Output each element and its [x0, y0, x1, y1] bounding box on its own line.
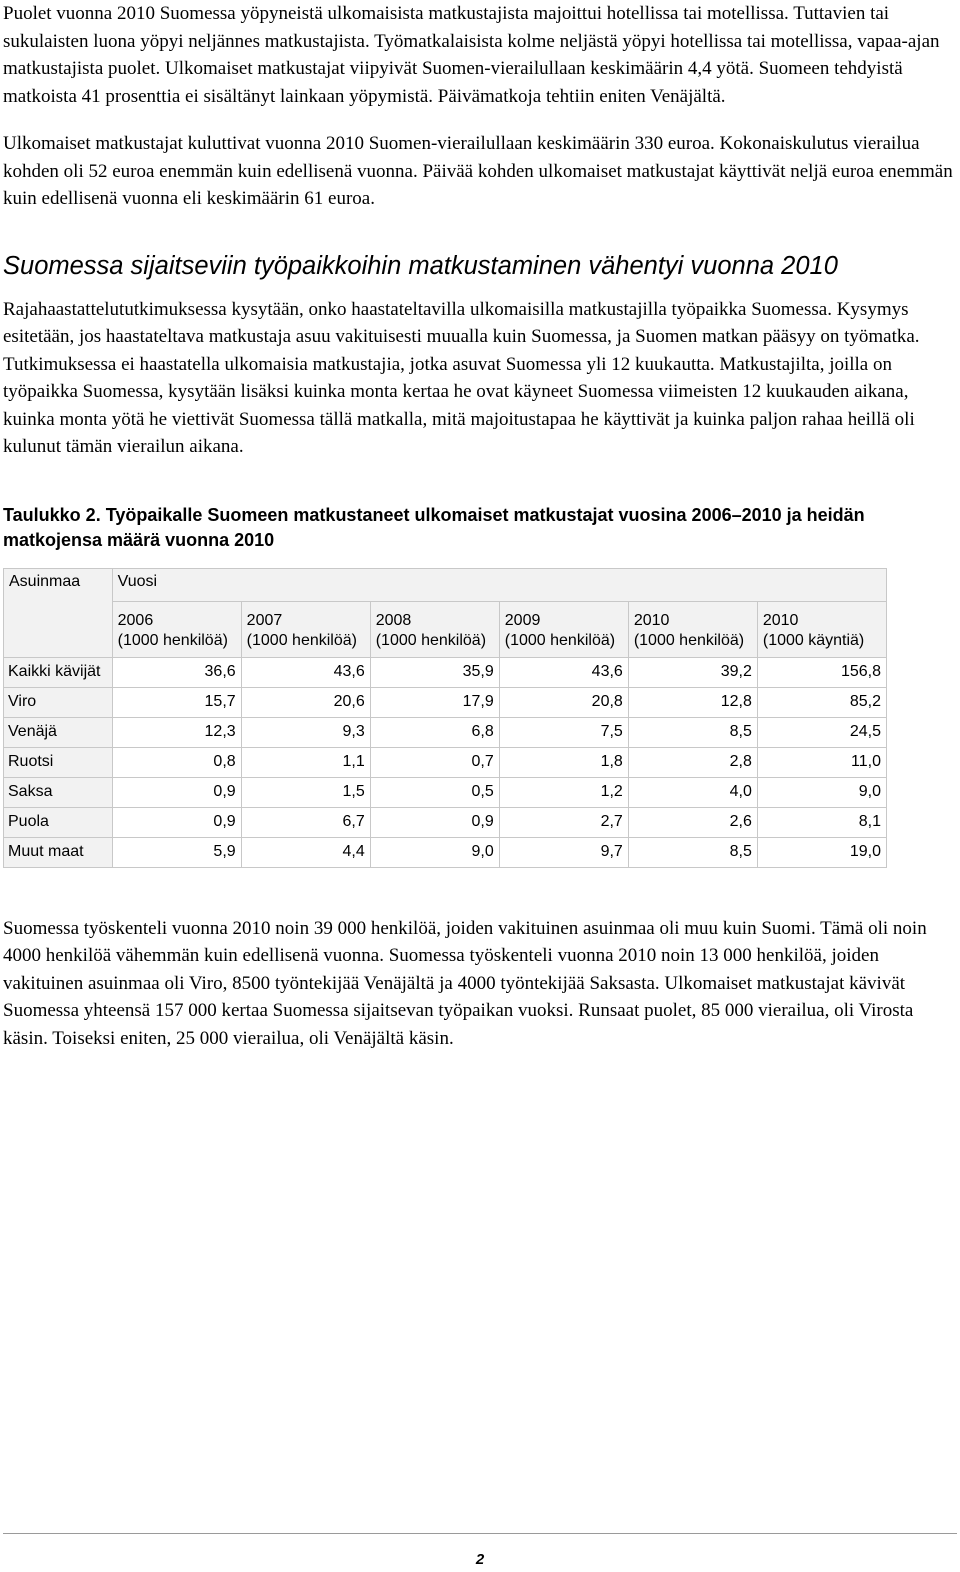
document-body	[3, 0, 957, 1052]
table-cell-value: 85,2	[757, 687, 886, 717]
table-cell-value: 20,6	[241, 687, 370, 717]
work-travel-table	[3, 568, 887, 868]
table-header-row	[4, 568, 887, 601]
column-header-year-label: 2009	[504, 611, 541, 629]
table-cell-value: 1,8	[499, 747, 628, 777]
table-cell-value: 7,5	[499, 717, 628, 747]
table-cell-value: 2,7	[499, 807, 628, 837]
table-cell-value: 9,0	[757, 777, 886, 807]
table-cell-value: 9,7	[499, 837, 628, 867]
column-header-year-label: 2007	[246, 611, 283, 629]
table-year-header-row	[4, 601, 887, 657]
column-header-unit-label: (1000 henkilöä)	[117, 631, 228, 649]
column-header-year	[628, 601, 757, 657]
column-header-year	[757, 601, 886, 657]
column-header-year	[499, 601, 628, 657]
table-cell-value: 6,7	[241, 807, 370, 837]
table-cell-value: 2,8	[628, 747, 757, 777]
paragraph-spending: Ulkomaiset matkustajat kuluttivat vuonna 2010 Suomen-vierailullaan keskimäärin 330 euroa. Kokonaiskulutus vierailua kohden oli 52 euroa enemmän kuin edellisenä vuonna. Päivää kohden ulkomaiset matkustajat käyttivät neljä euroa enemmän kuin edellisenä vuonna eli keskimäärin 61 euroa.	[3, 133, 953, 209]
table-row	[4, 747, 887, 777]
column-header-year	[370, 601, 499, 657]
table-cell-value: 156,8	[757, 657, 886, 687]
row-header-country: Muut maat	[4, 837, 113, 867]
column-header-unit-label: (1000 henkilöä)	[633, 631, 745, 649]
table-cell-value: 20,8	[499, 687, 628, 717]
column-header-unit-label: (1000 henkilöä)	[504, 631, 616, 649]
table-cell-value: 6,8	[370, 717, 499, 747]
table-cell-value: 11,0	[757, 747, 886, 777]
table-caption: Taulukko 2. Työpaikalle Suomeen matkustaneet ulkomaiset matkustajat vuosina 2006–2010 ja heidän matkojensa määrä vuonna 2010	[3, 504, 865, 550]
table-cell-value: 9,0	[370, 837, 499, 867]
table-cell-value: 17,9	[370, 687, 499, 717]
table-cell-value: 0,5	[370, 777, 499, 807]
table-cell-value: 43,6	[499, 657, 628, 687]
paragraph-work-visits: Suomessa työskenteli vuonna 2010 noin 39 000 henkilöä, joiden vakituinen asuinmaa oli muu kuin Suomi. Tämä oli noin 4000 henkilöä vähemmän kuin edellisenä vuonna. Suomessa työskenteli vuonna 2010 noin 13 000 henkilöä, joiden vakituinen asuinmaa oli Viro, 8500 työntekijää Venäjältä ja 4000 työntekijää Saksasta. Ulkomaiset matkustajat kävivät Suomessa yhteensä 157 000 kertaa Suomessa sijaitsevan työpaikan vuoksi. Runsaat puolet, 85 000 vierailua, oli Virosta käsin. Toiseksi eniten, 25 000 vierailua, oli Venäjältä käsin.	[3, 917, 927, 1049]
table-cell-value: 1,2	[499, 777, 628, 807]
paragraph-survey-method: Rajahaastattelututkimuksessa kysytään, onko haastateltavilla ulkomaisilla matkustajilla työpaikka Suomessa. Kysymys esitetään, jos haastateltava matkustaja asuu vakituisesti muualla kuin Suomessa, ja Suomen matkan pääsyy on työmatka. Tutkimuksessa ei haastatella ulkomaisia matkustajia, jotka asuvat Suomessa yli 12 kuukautta. Matkustajilta, joilla on työpaikka Suomessa, kysytään lisäksi kuinka monta kertaa he ovat käyneet Suomessa viimeisten 12 kuukauden aikana, kuinka monta yötä he viettivät Suomessa tällä matkalla, mitä majoitustapaa he käyttivät ja kuinka paljon rahaa heillä oli kulunut tämän vierailun aikana.	[3, 298, 920, 457]
table-cell-value: 15,7	[112, 687, 241, 717]
table-cell-value: 2,6	[628, 807, 757, 837]
table-cell-value: 1,1	[241, 747, 370, 777]
table-cell-value: 35,9	[370, 657, 499, 687]
column-header-unit-label: (1000 henkilöä)	[246, 631, 357, 649]
table-row	[4, 807, 887, 837]
column-header-year-label: 2010	[762, 611, 799, 629]
paragraph-accommodation: Puolet vuonna 2010 Suomessa yöpyneistä ulkomaisista matkustajista majoittui hotellissa tai motellissa. Tuttavien tai sukulaisten luona yöpyi neljännes matkustajista. Työmatkalaisista kolme neljästä yöpyi hotellissa tai motellissa, vapaa-ajan matkustajista puolet. Ulkomaiset matkustajat viipyivät Suomen-vierailullaan keskimäärin 4,4 yötä. Suomeen tehdyistä matkoista 41 prosenttia ei sisältänyt lainkaan yöpymistä. Päivämatkoja tehtiin eniten Venäjältä.	[3, 3, 940, 107]
table-cell-value: 1,5	[241, 777, 370, 807]
table-row	[4, 777, 887, 807]
table-cell-value: 12,3	[112, 717, 241, 747]
table-row	[4, 687, 887, 717]
table-cell-value: 0,8	[112, 747, 241, 777]
table-cell-value: 39,2	[628, 657, 757, 687]
column-header-year-label: 2010	[633, 611, 670, 629]
table-cell-value: 19,0	[757, 837, 886, 867]
column-header-year	[241, 601, 370, 657]
footer-divider	[3, 1533, 957, 1534]
table-cell-value: 24,5	[757, 717, 886, 747]
row-header-country: Kaikki kävijät	[4, 657, 113, 687]
column-header-year	[112, 601, 241, 657]
row-header-country: Ruotsi	[4, 747, 113, 777]
column-header-unit-label: (1000 käyntiä)	[762, 631, 865, 649]
table-cell-value: 9,3	[241, 717, 370, 747]
column-group-header-year: Vuosi	[112, 568, 886, 601]
row-header-country: Viro	[4, 687, 113, 717]
row-header-country: Saksa	[4, 777, 113, 807]
table-cell-value: 0,7	[370, 747, 499, 777]
column-header-year-label: 2006	[117, 611, 154, 629]
table-cell-value: 12,8	[628, 687, 757, 717]
row-header-country: Puola	[4, 807, 113, 837]
table-row	[4, 717, 887, 747]
table-row	[4, 657, 887, 687]
table-cell-value: 5,9	[112, 837, 241, 867]
table-cell-value: 4,4	[241, 837, 370, 867]
table-row	[4, 837, 887, 867]
page-number: 2	[475, 1551, 485, 1568]
section-heading: Suomessa sijaitseviin työpaikkoihin matkustaminen vähentyi vuonna 2010	[3, 251, 838, 280]
table-cell-value: 8,5	[628, 837, 757, 867]
table-cell-value: 0,9	[112, 777, 241, 807]
column-header-unit-label: (1000 henkilöä)	[375, 631, 487, 649]
table-cell-value: 36,6	[112, 657, 241, 687]
table-cell-value: 43,6	[241, 657, 370, 687]
row-header-country: Venäjä	[4, 717, 113, 747]
column-header-year-label: 2008	[375, 611, 412, 629]
column-header-country: Asuinmaa	[4, 568, 113, 657]
table-cell-value: 4,0	[628, 777, 757, 807]
table-cell-value: 8,5	[628, 717, 757, 747]
table-cell-value: 0,9	[370, 807, 499, 837]
table-cell-value: 0,9	[112, 807, 241, 837]
table-cell-value: 8,1	[757, 807, 886, 837]
